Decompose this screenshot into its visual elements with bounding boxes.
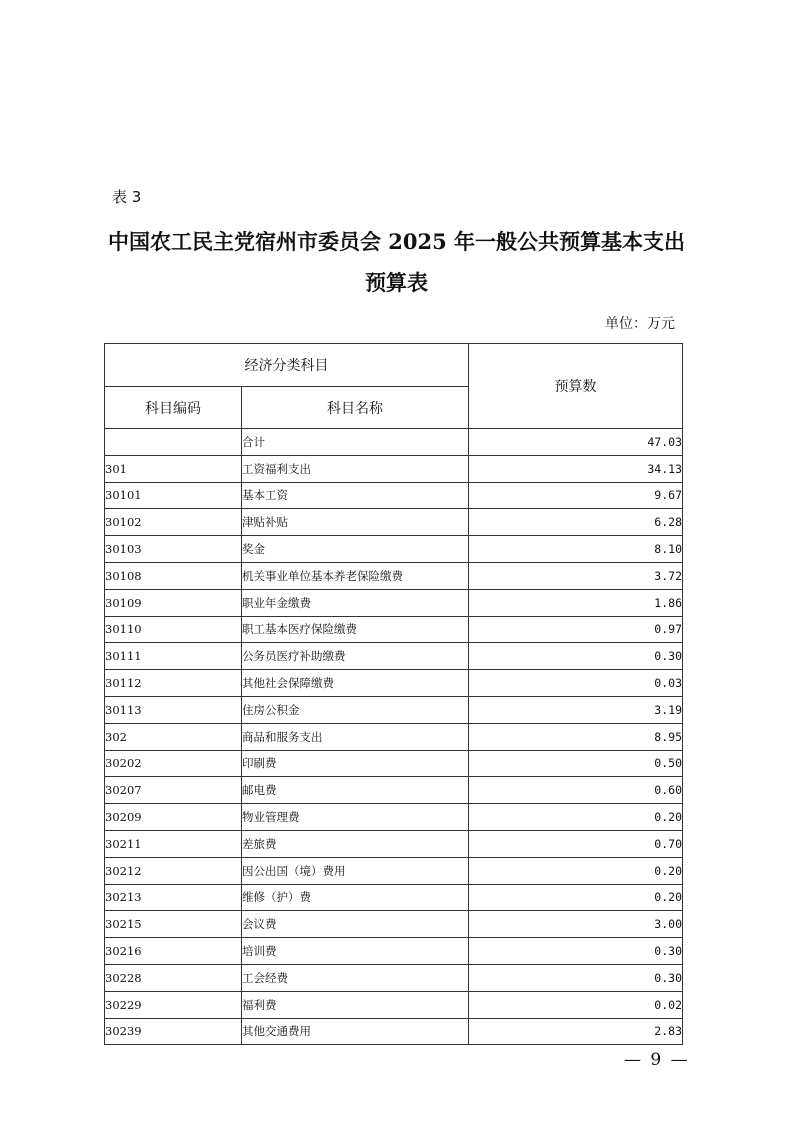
table-row: [105, 804, 683, 831]
row-code-cell: 30207: [105, 777, 242, 804]
table-row: [105, 536, 683, 563]
row-amount-cell: 0.20: [469, 804, 683, 831]
row-amount-cell: 0.50: [469, 750, 683, 777]
row-name-cell: 维修（护）费: [242, 884, 469, 911]
row-name-cell: 津贴补贴: [242, 509, 469, 536]
row-name-cell: 基本工资: [242, 482, 469, 509]
table-row: [105, 938, 683, 965]
row-code-cell: 30102: [105, 509, 242, 536]
row-code-cell: 30209: [105, 804, 242, 831]
row-code-cell: 30229: [105, 991, 242, 1018]
row-name-cell: 住房公积金: [242, 696, 469, 723]
table-row: [105, 562, 683, 589]
header-subject-code: 科目编码: [105, 387, 242, 429]
row-amount-cell: 3.19: [469, 696, 683, 723]
row-amount-cell: 34.13: [469, 455, 683, 482]
row-code-cell: 30101: [105, 482, 242, 509]
row-name-cell: 会议费: [242, 911, 469, 938]
row-name-cell: 工会经费: [242, 964, 469, 991]
row-amount-cell: 1.86: [469, 589, 683, 616]
row-code-cell: 30216: [105, 938, 242, 965]
table-row: [105, 589, 683, 616]
table-row: [105, 429, 683, 456]
row-amount-cell: 0.30: [469, 938, 683, 965]
table-row: [105, 482, 683, 509]
row-amount-cell: 0.03: [469, 670, 683, 697]
row-code-cell: 30110: [105, 616, 242, 643]
row-name-cell: 商品和服务支出: [242, 723, 469, 750]
row-amount-cell: 2.83: [469, 1018, 683, 1045]
row-name-cell: 其他交通费用: [242, 1018, 469, 1045]
row-code-cell: 30103: [105, 536, 242, 563]
document-title: 中国农工民主党宿州市委员会 2025 年一般公共预算基本支出: [107, 229, 686, 254]
row-name-cell: 邮电费: [242, 777, 469, 804]
table-row: [105, 696, 683, 723]
row-name-cell: 公务员医疗补助缴费: [242, 643, 469, 670]
row-name-cell: 其他社会保障缴费: [242, 670, 469, 697]
row-name-cell: 奖金: [242, 536, 469, 563]
row-name-cell: 印刷费: [242, 750, 469, 777]
row-code-cell: [105, 429, 242, 456]
table-body: [105, 429, 683, 1045]
row-amount-cell: 47.03: [469, 429, 683, 456]
row-name-cell: 物业管理费: [242, 804, 469, 831]
row-amount-cell: 0.30: [469, 964, 683, 991]
row-amount-cell: 0.70: [469, 830, 683, 857]
table-row: [105, 723, 683, 750]
table-row: [105, 911, 683, 938]
row-amount-cell: 9.67: [469, 482, 683, 509]
row-name-cell: 职业年金缴费: [242, 589, 469, 616]
row-code-cell: 30108: [105, 562, 242, 589]
table-row: [105, 750, 683, 777]
row-amount-cell: 0.20: [469, 857, 683, 884]
table-row: [105, 884, 683, 911]
row-code-cell: 30239: [105, 1018, 242, 1045]
row-name-cell: 合计: [242, 429, 469, 456]
row-code-cell: 301: [105, 455, 242, 482]
row-code-cell: 30202: [105, 750, 242, 777]
row-code-cell: 302: [105, 723, 242, 750]
row-code-cell: 30213: [105, 884, 242, 911]
document-title-continued: 预算表: [365, 270, 428, 295]
row-amount-cell: 8.95: [469, 723, 683, 750]
row-amount-cell: 0.60: [469, 777, 683, 804]
header-budget-amount: 预算数: [469, 344, 683, 429]
table-row: [105, 991, 683, 1018]
unit-label: 单位：万元: [605, 316, 675, 332]
row-code-cell: 30211: [105, 830, 242, 857]
table-row: [105, 455, 683, 482]
row-code-cell: 30113: [105, 696, 242, 723]
table-row: [105, 509, 683, 536]
row-code-cell: 30109: [105, 589, 242, 616]
row-name-cell: 机关事业单位基本养老保险缴费: [242, 562, 469, 589]
row-code-cell: 30215: [105, 911, 242, 938]
table-row: [105, 1018, 683, 1045]
table-row: [105, 670, 683, 697]
table-row: [105, 830, 683, 857]
table-label: 表 3: [112, 188, 142, 206]
table-row: [105, 964, 683, 991]
row-amount-cell: 0.02: [469, 991, 683, 1018]
row-amount-cell: 0.20: [469, 884, 683, 911]
row-name-cell: 因公出国（境）费用: [242, 857, 469, 884]
table-row: [105, 643, 683, 670]
row-amount-cell: 3.00: [469, 911, 683, 938]
header-subject-name: 科目名称: [242, 387, 469, 429]
row-amount-cell: 0.30: [469, 643, 683, 670]
row-name-cell: 职工基本医疗保险缴费: [242, 616, 469, 643]
budget-table: [104, 343, 683, 1045]
table-row: [105, 857, 683, 884]
row-code-cell: 30112: [105, 670, 242, 697]
row-code-cell: 30228: [105, 964, 242, 991]
row-name-cell: 培训费: [242, 938, 469, 965]
row-amount-cell: 8.10: [469, 536, 683, 563]
row-amount-cell: 3.72: [469, 562, 683, 589]
page-number: — 9 —: [624, 1050, 690, 1070]
row-name-cell: 福利费: [242, 991, 469, 1018]
row-code-cell: 30111: [105, 643, 242, 670]
table-row: [105, 777, 683, 804]
header-economic-classification: 经济分类科目: [105, 344, 469, 387]
row-amount-cell: 6.28: [469, 509, 683, 536]
row-amount-cell: 0.97: [469, 616, 683, 643]
row-code-cell: 30212: [105, 857, 242, 884]
row-name-cell: 工资福利支出: [242, 455, 469, 482]
row-name-cell: 差旅费: [242, 830, 469, 857]
table-row: [105, 616, 683, 643]
